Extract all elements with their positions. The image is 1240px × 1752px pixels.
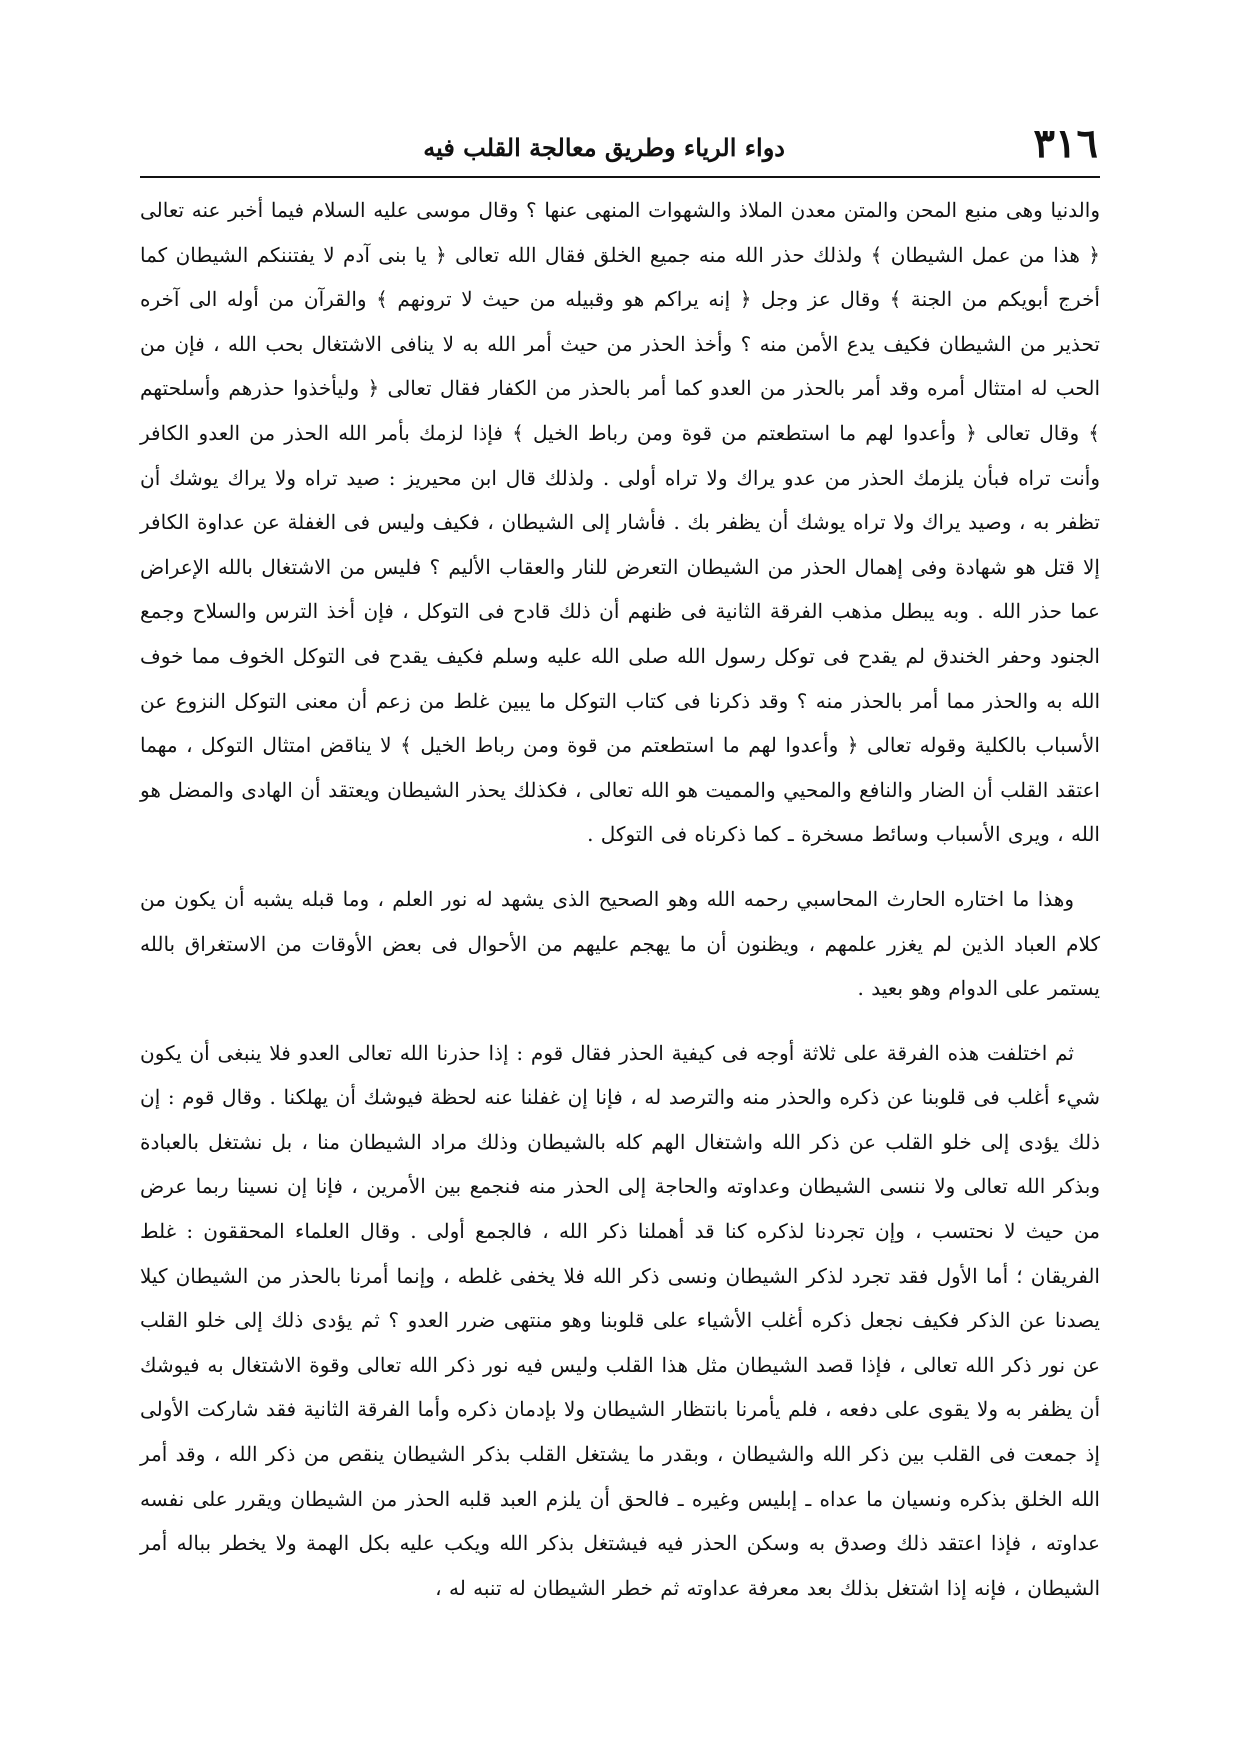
paragraph-gap <box>140 857 1100 877</box>
paragraph-2: وهذا ما اختاره الحارث المحاسبي رحمه الله وهو الصحيح الذى يشهد له نور العلم ، وما قبله يشبه أن يكون من كلام العباد الذين لم يغزر علمهم ، ويظنون أن ما يهجم عليهم من الأحوال فى بعض الأوقات من الاستغراق بالله يستمر على الدوام وهو بعيد . <box>140 886 1100 1001</box>
page <box>140 118 1100 1718</box>
paragraph-3: ثم اختلفت هذه الفرقة على ثلاثة أوجه فى كيفية الحذر فقال قوم : إذا حذرنا الله تعالى العدو فلا ينبغى أن يكون شيء أغلب فى قلوبنا عن ذكره والحذر منه والترصد له ، فإنا إن غفلنا عنه لحظة فيوشك أن يهلكنا . وقال قوم : إن ذلك يؤدى إلى خلو القلب عن ذكر الله واشتغال الهم كله بالشيطان وذلك مراد الشيطان منا ، بل نشتغل بالعبادة وبذكر الله تعالى ولا ننسى الشيطان وعداوته والحاجة إلى الحذر منه فنجمع بين الأمرين ، فإنا إن نسينا ربما عرض من حيث لا نحتسب ، وإن تجردنا لذكره كنا قد أهملنا ذكر الله ، فالجمع أولى . وقال العلماء المحققون : غلط الفريقان ؛ أما الأول فقد تجرد لذكر الشيطان ونسى ذكر الله فلا يخفى غلطه ، وإنما أمرنا بالحذر من الشيطان كيلا يصدنا عن الذكر فكيف نجعل ذكره أغلب الأشياء على قلوبنا وهو منتهى ضرر العدو ؟ ثم يؤدى ذلك إلى خلو القلب عن نور ذكر الله تعالى ، فإذا قصد الشيطان مثل هذا القلب وليس فيه نور ذكر الله تعالى وقوة الاشتغال به فيوشك أن يظفر به ولا يقوى على دفعه ، فلم يأمرنا بانتظار الشيطان ولا بإدمان ذكره وأما الفرقة الثانية فقد شاركت الأولى إذ جمعت فى القلب بين ذكر الله والشيطان ، وبقدر ما يشتغل القلب بذكر الشيطان ينقص من ذكر الله ، وقد أمر الله الخلق بذكره ونسيان ما عداه ـ إبليس وغيره ـ فالحق أن يلزم العبد قلبه الحذر من الشيطان ويقرر على نفسه عداوته ، فإذا اعتقد ذلك وصدق به وسكن الحذر فيه فيشتغل بذكر الله ويكب عليه بكل الهمة ولا يخطر بباله أمر الشيطان ، فإنه إذا اشتغل بذلك بعد معرفة عداوته ثم خطر الشيطان له تنبه له ، <box>140 1040 1100 1600</box>
paragraph-1: والدنيا وهى منبع المحن والمتن معدن الملاذ والشهوات المنهى عنها ؟ وقال موسى عليه السلام فيما أخبر عنه تعالى ﴿ هذا من عمل الشيطان ﴾ ولذلك حذر الله منه جميع الخلق فقال الله تعالى ﴿ يا بنى آدم لا يفتننكم الشيطان كما أخرج أبويكم من الجنة ﴾ وقال عز وجل ﴿ إنه يراكم هو وقبيله من حيث لا ترونهم ﴾ والقرآن من أوله الى آخره تحذير من الشيطان فكيف يدع الأمن منه ؟ وأخذ الحذر من حيث أمر الله به لا ينافى الاشتغال بحب الله ، فإن من الحب له امتثال أمره وقد أمر بالحذر من العدو كما أمر بالحذر من الكفار فقال تعالى ﴿ وليأخذوا حذرهم وأسلحتهم ﴾ وقال تعالى ﴿ وأعدوا لهم ما استطعتم من قوة ومن رباط الخيل ﴾ فإذا لزمك بأمر الله الحذر من العدو الكافر وأنت تراه فبأن يلزمك الحذر من عدو يراك ولا تراه أولى . ولذلك قال ابن محيريز : صيد تراه ولا يراك يوشك أن تظفر به ، وصيد يراك ولا تراه يوشك أن يظفر بك . فأشار إلى الشيطان ، فكيف وليس فى الغفلة عن عداوة الكافر إلا قتل هو شهادة وفى إهمال الحذر من الشيطان التعرض للنار والعقاب الأليم ؟ فليس من الاشتغال بالله الإعراض عما حذر الله . وبه يبطل مذهب الفرقة الثانية فى ظنهم أن ذلك قادح فى التوكل ، فإن أخذ الترس والسلاح وجمع الجنود وحفر الخندق لم يقدح فى توكل رسول الله صلى الله عليه وسلم فكيف يقدح فى التوكل الخوف مما خوف الله به والحذر مما أمر بالحذر منه ؟ وقد ذكرنا فى كتاب التوكل ما يبين غلط من زعم أن معنى التوكل النزوع عن الأسباب بالكلية وقوله تعالى ﴿ وأعدوا لهم ما استطعتم من قوة ومن رباط الخيل ﴾ لا يناقض امتثال التوكل ، مهما اعتقد القلب أن الضار والنافع والمحيي والمميت هو الله تعالى ، فكذلك يحذر الشيطان ويعتقد أن الهادى والمضل هو الله ، ويرى الأسباب وسائط مسخرة ـ كما ذكرناه فى التوكل . <box>140 198 1100 847</box>
page-number: ٣١٦ <box>1033 120 1098 167</box>
paragraph-gap <box>140 1011 1100 1031</box>
running-title: دواء الرياء وطريق معالجة القلب فيه <box>423 133 785 162</box>
page-body <box>140 188 1100 1610</box>
page-header <box>140 118 1100 178</box>
